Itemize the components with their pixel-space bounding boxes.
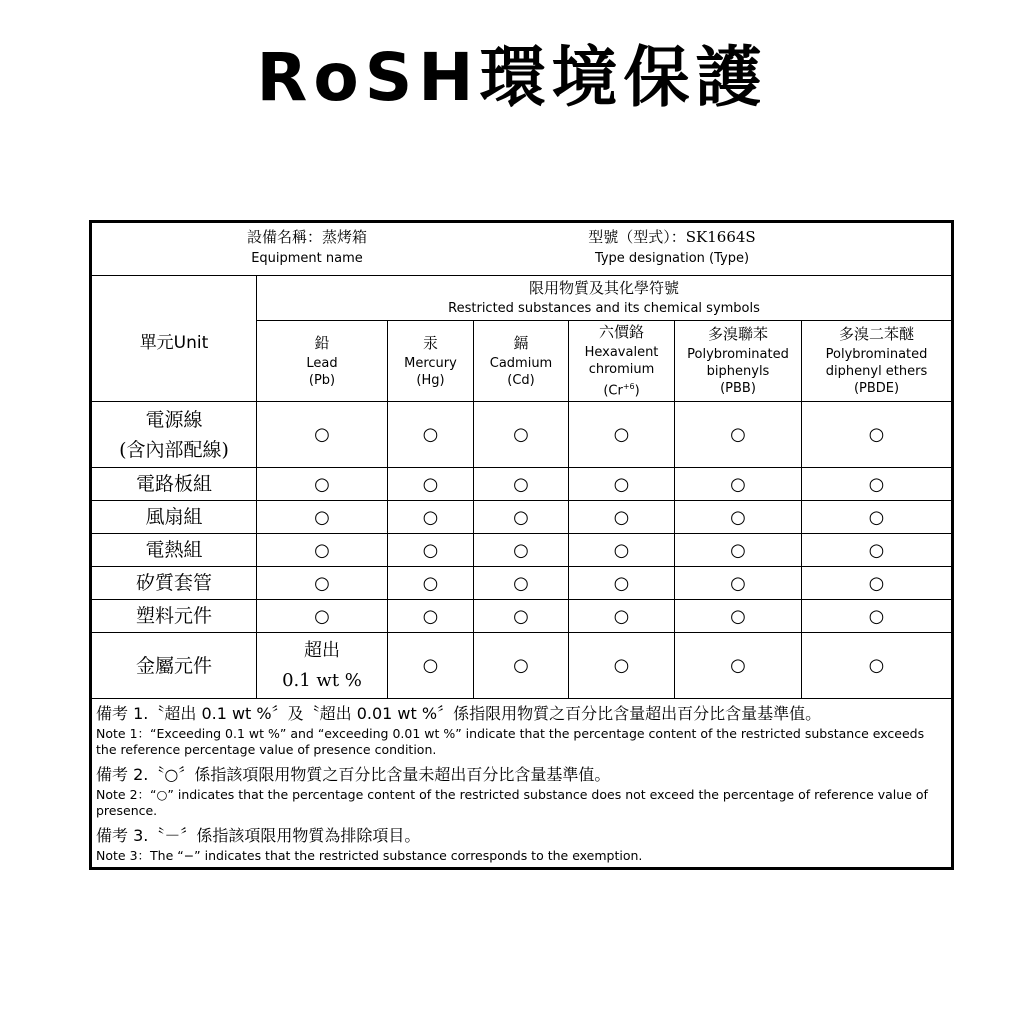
equipment-name-label-en: Equipment name xyxy=(251,251,363,266)
table-row xyxy=(91,633,953,699)
type-label-en: Type designation (Type) xyxy=(594,251,750,266)
substance-mercury-zh: 汞 xyxy=(422,333,438,352)
mark-cell: ○ xyxy=(802,501,953,534)
part-name-detail: (含內部配線) xyxy=(119,438,229,461)
substance-chromium-symbol-end: ) xyxy=(634,383,640,399)
rosh-table xyxy=(89,220,954,870)
restricted-substances-header xyxy=(257,276,953,321)
substance-mercury-symbol: (Hg) xyxy=(416,372,445,388)
equipment-name-label: 設備名稱： xyxy=(246,228,322,246)
substance-chromium-sup: +6 xyxy=(622,381,635,391)
substance-pbde-header xyxy=(802,321,953,402)
mark-cell: ○ xyxy=(257,468,388,501)
table-row xyxy=(91,567,953,600)
substance-lead-zh: 鉛 xyxy=(314,333,330,352)
mark-cell: ○ xyxy=(388,534,474,567)
mark-cell: ○ xyxy=(675,402,802,468)
mark-cell: ○ xyxy=(675,468,802,501)
page-title: RoSH環境保護 xyxy=(256,39,768,116)
part-cell xyxy=(91,468,257,501)
mark-cell: ○ xyxy=(675,534,802,567)
type-label: 型號（型式）： xyxy=(588,228,686,246)
type-designation-block xyxy=(522,227,822,267)
substance-cadmium-header xyxy=(474,321,569,402)
substance-pbb-en2: biphenyls xyxy=(706,364,770,379)
exceed-label: 超出 xyxy=(304,639,340,661)
part-name: 電熱組 xyxy=(145,539,203,561)
mark-cell: ○ xyxy=(474,534,569,567)
mark-cell: ○ xyxy=(474,567,569,600)
part-cell xyxy=(91,600,257,633)
mark-cell: ○ xyxy=(569,633,675,699)
substance-cadmium-symbol: (Cd) xyxy=(507,372,535,388)
substance-chromium-header xyxy=(569,321,675,402)
restricted-label-en: Restricted substances and its chemical symbols xyxy=(448,301,760,316)
mark-cell: ○ xyxy=(257,402,388,468)
substance-pbde-en1: Polybrominated xyxy=(825,347,928,362)
mark-cell: ○ xyxy=(474,468,569,501)
substance-lead-symbol: (Pb) xyxy=(308,372,336,388)
part-cell xyxy=(91,534,257,567)
note-1-en: Note 1：“Exceeding 0.1 wt %” and “exceeding 0.01 wt %” indicate that the percentage content of the restricted substance exceeds the reference percentage value of presence condition. xyxy=(96,726,925,757)
part-cell xyxy=(91,501,257,534)
mark-cell: ○ xyxy=(474,501,569,534)
table-row xyxy=(91,600,953,633)
substance-pbb-zh: 多溴聯苯 xyxy=(707,325,768,343)
part-name: 矽質套管 xyxy=(135,572,212,594)
substance-mercury-header xyxy=(388,321,474,402)
mark-cell: ○ xyxy=(569,468,675,501)
table-row xyxy=(91,534,953,567)
substance-chromium-en1: Hexavalent xyxy=(584,344,659,360)
mark-cell: ○ xyxy=(388,402,474,468)
mark-cell: ○ xyxy=(388,567,474,600)
part-cell xyxy=(91,567,257,600)
mark-cell: ○ xyxy=(257,567,388,600)
note-2-zh: 備考 2.〝○〞係指該項限用物質之百分比含量未超出百分比含量基準值。 xyxy=(96,765,611,784)
part-name: 塑料元件 xyxy=(135,605,212,627)
unit-header xyxy=(91,276,257,402)
mark-cell: ○ xyxy=(569,567,675,600)
equipment-info-cell xyxy=(91,222,953,276)
mark-cell: ○ xyxy=(257,600,388,633)
note-3-zh: 備考 3.〝－〞係指該項限用物質為排除項目。 xyxy=(96,826,421,845)
equipment-name-block xyxy=(187,227,427,267)
substance-chromium-en2: chromium xyxy=(588,361,655,377)
mark-cell: ○ xyxy=(802,468,953,501)
mark-cell: ○ xyxy=(802,534,953,567)
mark-cell: ○ xyxy=(474,633,569,699)
part-cell xyxy=(91,402,257,468)
substance-pbde-zh: 多溴二苯醚 xyxy=(839,325,915,343)
note-2-en: Note 2：“○” indicates that the percentage content of the restricted substance does not exceed the percentage of reference value of presence. xyxy=(96,787,928,818)
part-name: 電源線 xyxy=(145,408,203,431)
substance-pbb-symbol: (PBB) xyxy=(720,381,756,396)
note-1-zh: 備考 1.〝超出 0.1 wt %〞及〝超出 0.01 wt %〞係指限用物質之百分比含量超出百分比含量基準值。 xyxy=(96,704,822,723)
mark-cell: ○ xyxy=(569,402,675,468)
substance-cadmium-en: Cadmium xyxy=(489,355,553,371)
substance-pbde-symbol: (PBDE) xyxy=(853,381,900,396)
mark-cell: ○ xyxy=(802,402,953,468)
table-row xyxy=(91,468,953,501)
mark-cell: ○ xyxy=(675,567,802,600)
substance-pbde-en2: diphenyl ethers xyxy=(825,364,928,379)
mark-cell: ○ xyxy=(474,600,569,633)
part-name: 電路板組 xyxy=(135,473,212,495)
substance-mercury-en: Mercury xyxy=(404,355,457,371)
mark-cell: ○ xyxy=(569,534,675,567)
substance-chromium-symbol: (Cr xyxy=(603,383,623,399)
mark-cell: ○ xyxy=(257,501,388,534)
substance-lead-en: Lead xyxy=(306,355,338,371)
mark-cell: ○ xyxy=(474,402,569,468)
substance-chromium-zh: 六價鉻 xyxy=(598,322,644,341)
note-3-en: Note 3：The “−” indicates that the restricted substance corresponds to the exemption. xyxy=(96,848,643,863)
substance-lead-header xyxy=(257,321,388,402)
mark-cell: ○ xyxy=(388,600,474,633)
mark-cell: ○ xyxy=(802,600,953,633)
exceed-value: 0.1 wt % xyxy=(282,669,362,691)
substance-pbb-header xyxy=(675,321,802,402)
mark-cell: ○ xyxy=(257,534,388,567)
mark-cell: ○ xyxy=(675,600,802,633)
notes-cell xyxy=(91,699,953,869)
type-value: SK1664S xyxy=(685,228,756,246)
part-name: 風扇組 xyxy=(145,506,203,528)
part-name: 金屬元件 xyxy=(135,654,212,677)
mark-cell: ○ xyxy=(388,501,474,534)
mark-cell: ○ xyxy=(802,567,953,600)
part-cell xyxy=(91,633,257,699)
unit-label: 單元Unit xyxy=(139,333,209,353)
substance-cadmium-zh: 鎘 xyxy=(513,333,529,352)
table-row xyxy=(91,402,953,468)
mark-cell: ○ xyxy=(388,468,474,501)
restricted-label-zh: 限用物質及其化學符號 xyxy=(529,279,680,297)
mark-cell: ○ xyxy=(675,501,802,534)
exceed-cell xyxy=(257,633,388,699)
mark-cell: ○ xyxy=(569,600,675,633)
table-row xyxy=(91,501,953,534)
mark-cell: ○ xyxy=(675,633,802,699)
mark-cell: ○ xyxy=(388,633,474,699)
mark-cell: ○ xyxy=(569,501,675,534)
substance-pbb-en1: Polybrominated xyxy=(687,347,789,362)
equipment-name-value: 蒸烤箱 xyxy=(322,228,368,246)
mark-cell: ○ xyxy=(802,633,953,699)
